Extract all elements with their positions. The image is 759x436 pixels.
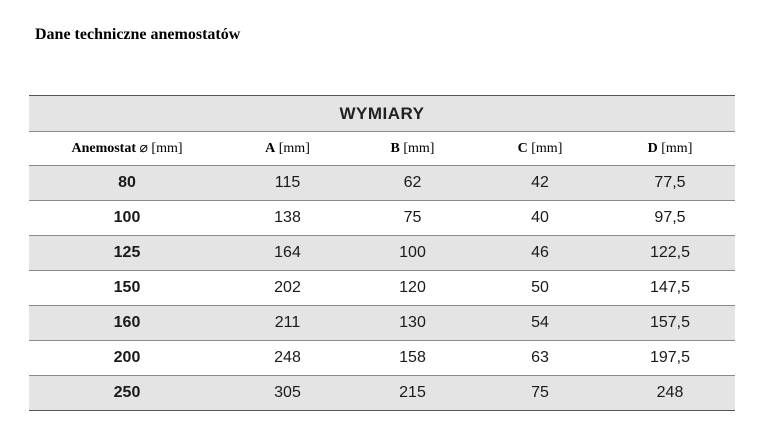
cell-c: 63 [531, 349, 549, 366]
cell-c: 54 [531, 314, 549, 331]
cell-b: 130 [399, 314, 426, 331]
header-b: B [mm] [390, 140, 435, 156]
cell-b: 62 [403, 174, 422, 191]
header-d: D [mm] [647, 140, 693, 156]
cell-d: 157,5 [649, 314, 691, 331]
cell-b: 100 [399, 244, 426, 261]
cell-a: 202 [274, 279, 301, 296]
cell-c: 42 [531, 174, 549, 191]
cell-a: 305 [274, 384, 301, 401]
cell-b: 75 [403, 209, 422, 226]
table-header-row [29, 132, 735, 166]
cell-d: 77,5 [654, 174, 686, 191]
cell-a: 138 [274, 209, 301, 226]
cell-a: 211 [274, 314, 301, 331]
cell-diameter: 100 [113, 209, 141, 226]
table-row [29, 166, 735, 201]
page-title: Dane techniczne anemostatów [35, 26, 241, 43]
table-row [29, 376, 735, 410]
cell-diameter: 80 [118, 174, 136, 191]
cell-b: 215 [399, 384, 426, 401]
cell-d: 97,5 [654, 209, 686, 226]
cell-c: 75 [531, 384, 549, 401]
table-row [29, 236, 735, 271]
table-row [29, 271, 735, 306]
header-anemostat: Anemostat ⌀ [mm] [71, 141, 183, 156]
cell-diameter: 160 [113, 314, 141, 331]
cell-c: 40 [531, 209, 549, 226]
cell-a: 248 [274, 349, 301, 366]
cell-c: 50 [531, 279, 549, 296]
cell-b: 158 [399, 349, 426, 366]
table-row [29, 201, 735, 236]
cell-d: 122,5 [649, 244, 691, 261]
cell-diameter: 125 [113, 244, 141, 261]
cell-a: 115 [274, 174, 301, 191]
cell-d: 197,5 [649, 349, 691, 366]
table-banner: WYMIARY [29, 96, 735, 132]
cell-c: 46 [531, 244, 549, 261]
header-c: C [mm] [517, 140, 563, 156]
cell-d: 248 [656, 384, 684, 401]
table-row [29, 306, 735, 341]
header-a: A [mm] [265, 140, 310, 156]
table-row [29, 341, 735, 376]
cell-a: 164 [274, 244, 301, 261]
cell-diameter: 150 [113, 279, 141, 296]
cell-diameter: 250 [113, 384, 141, 401]
dimensions-table [29, 95, 735, 411]
cell-d: 147,5 [649, 279, 691, 296]
cell-diameter: 200 [113, 349, 141, 366]
cell-b: 120 [399, 279, 426, 296]
